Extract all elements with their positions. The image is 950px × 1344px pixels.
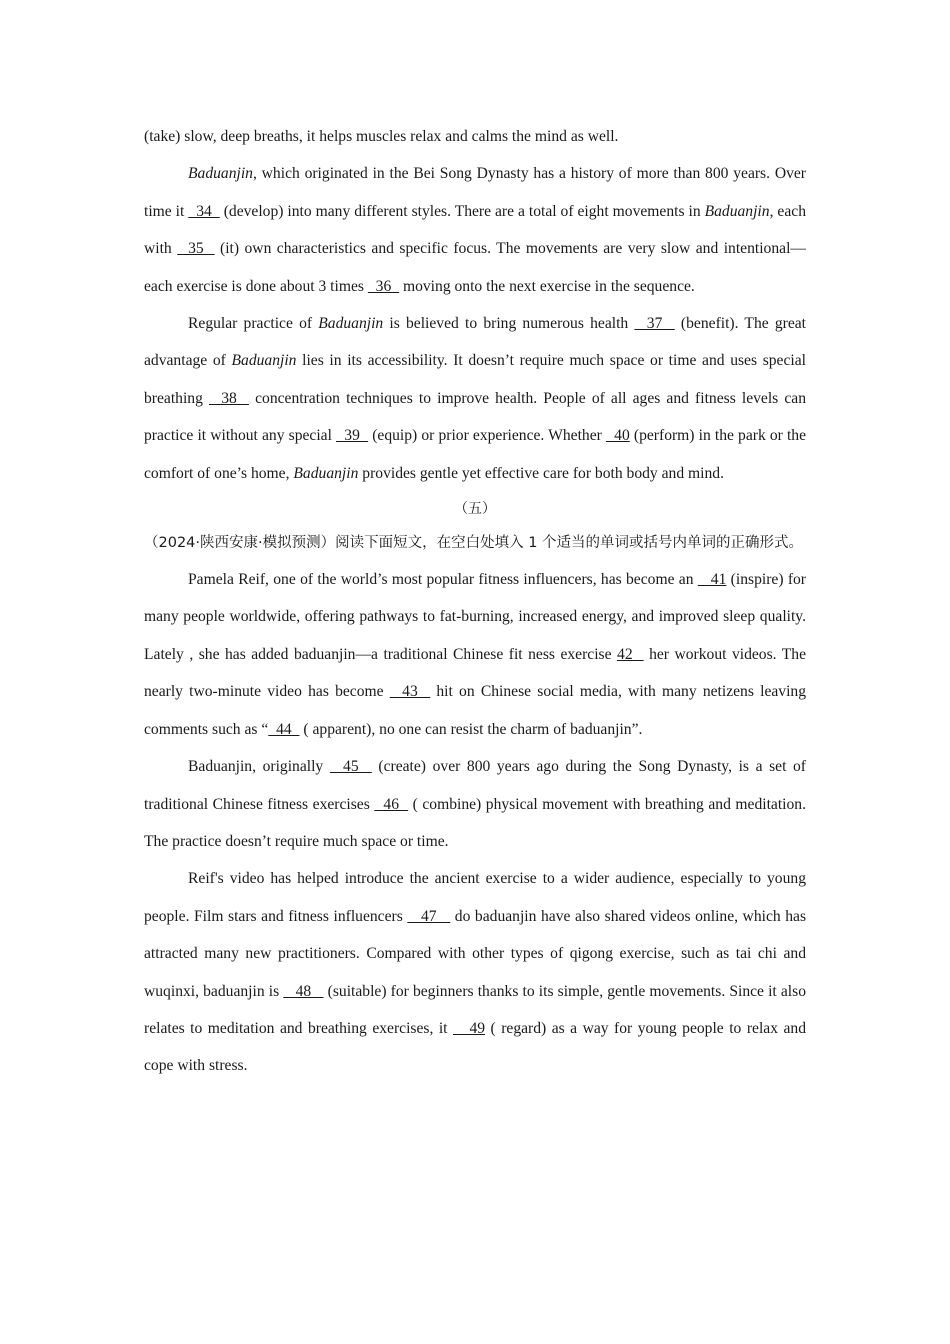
text-run: her workout videos. The nearly two-minute video has become bbox=[144, 645, 806, 701]
text-run: is believed to bring numerous health bbox=[383, 315, 635, 333]
paragraph bbox=[144, 860, 806, 1084]
text-run: do baduanjin have also shared videos online, which has attracted many new practitioners. Compared with other types of qigong exercise, such as tai chi and wuqinxi, baduanjin is bbox=[144, 907, 807, 1000]
answer-blank: 45 bbox=[329, 758, 372, 776]
text-run: Regular practice of bbox=[188, 315, 319, 333]
answer-blank: 41 bbox=[697, 571, 727, 589]
text-run: , which originated in the Bei Song Dynasty has a history of more than 800 years. Over time it bbox=[144, 165, 806, 220]
text-run: (equip) or prior experience. Whether bbox=[368, 427, 606, 445]
text-run: (inspire) for many people worldwide, offering pathways to fat-burning, increased energy, and improved sleep quality. Lately , she has added baduanjin—a traditional Chinese fit ness exercise bbox=[144, 571, 807, 663]
text-run: provides gentle yet effective care for both body and mind. bbox=[358, 464, 724, 482]
text-run: (perform) in the park or the comfort of one’s home, bbox=[144, 427, 807, 482]
answer-blank: 35 bbox=[177, 240, 215, 258]
italic-term: Baduanjin bbox=[231, 352, 297, 370]
text-run: ( regard) as a way for young people to relax and cope with stress. bbox=[144, 1019, 806, 1075]
paragraph bbox=[144, 155, 806, 305]
answer-blank: 44 bbox=[268, 720, 300, 738]
answer-blank: 36 bbox=[367, 277, 400, 295]
italic-term: Baduanjin bbox=[318, 315, 384, 333]
italic-term: Baduanjin bbox=[293, 464, 359, 482]
text-run: lies in its accessibility. It doesn’t require much space or time and uses special breathing bbox=[144, 352, 806, 407]
text-run: ( combine) physical movement with breathing and meditation. The practice doesn’t require much space or time. bbox=[144, 795, 806, 850]
text-run: concentration techniques to improve health. People of all ages and fitness levels can practice it without any special bbox=[144, 389, 806, 445]
answer-blank: 43 bbox=[389, 683, 431, 701]
instructions: （2024·陕西安康·模拟预测）阅读下面短文，在空白处填入 1 个适当的单词或括号内单词的正确形式。 bbox=[144, 535, 804, 552]
answer-blank: 37 bbox=[634, 315, 675, 333]
text-run: moving onto the next exercise in the sequence. bbox=[399, 277, 695, 295]
answer-blank: 49 bbox=[453, 1019, 486, 1037]
text-run: (suitable) for beginners thanks to its simple, gentle movements. Since it also relates to meditation and breathing exercises, it bbox=[144, 982, 806, 1037]
answer-blank: 42 bbox=[617, 645, 644, 663]
paragraph bbox=[144, 118, 806, 155]
answer-blank: 46 bbox=[374, 795, 409, 813]
text-run: (it) own characteristics and specific focus. The movements are very slow and intentional—each exercise is done about 3 times bbox=[144, 240, 807, 295]
document-page bbox=[144, 118, 806, 1085]
answer-blank: 40 bbox=[605, 427, 630, 445]
text-run: Pamela Reif, one of the world’s most popular fitness influencers, has become an bbox=[188, 571, 698, 589]
answer-blank: 39 bbox=[336, 427, 369, 445]
answer-blank: 48 bbox=[283, 982, 324, 1000]
section-heading: （五） bbox=[454, 501, 496, 518]
text-run: ( apparent), no one can resist the charm of baduanjin”. bbox=[299, 720, 643, 738]
answer-blank: 34 bbox=[188, 202, 220, 220]
text-run: (create) over 800 years ago during the Song Dynasty, is a set of traditional Chinese fitness exercises bbox=[144, 758, 806, 813]
paragraph bbox=[144, 748, 806, 860]
text-run: , each with bbox=[144, 202, 806, 258]
text-run: Reif's video has helped introduce the ancient exercise to a wider audience, especially to young people. Film stars and fitness influencers bbox=[144, 870, 806, 925]
text-run: (develop) into many different styles. There are a total of eight movements in bbox=[219, 202, 705, 220]
italic-term: Baduanjin bbox=[188, 165, 253, 183]
italic-term: Baduanjin bbox=[704, 202, 770, 220]
answer-blank: 47 bbox=[407, 907, 451, 925]
text-run: (benefit). The great advantage of bbox=[144, 315, 807, 370]
text-run: (take) slow, deep breaths, it helps muscles relax and calms the mind as well. bbox=[144, 128, 619, 145]
paragraph bbox=[144, 561, 806, 748]
paragraph bbox=[144, 305, 806, 492]
text-run: Baduanjin, originally bbox=[188, 758, 330, 776]
text-run: hit on Chinese social media, with many netizens leaving comments such as “ bbox=[144, 683, 807, 738]
answer-blank: 38 bbox=[209, 389, 250, 407]
